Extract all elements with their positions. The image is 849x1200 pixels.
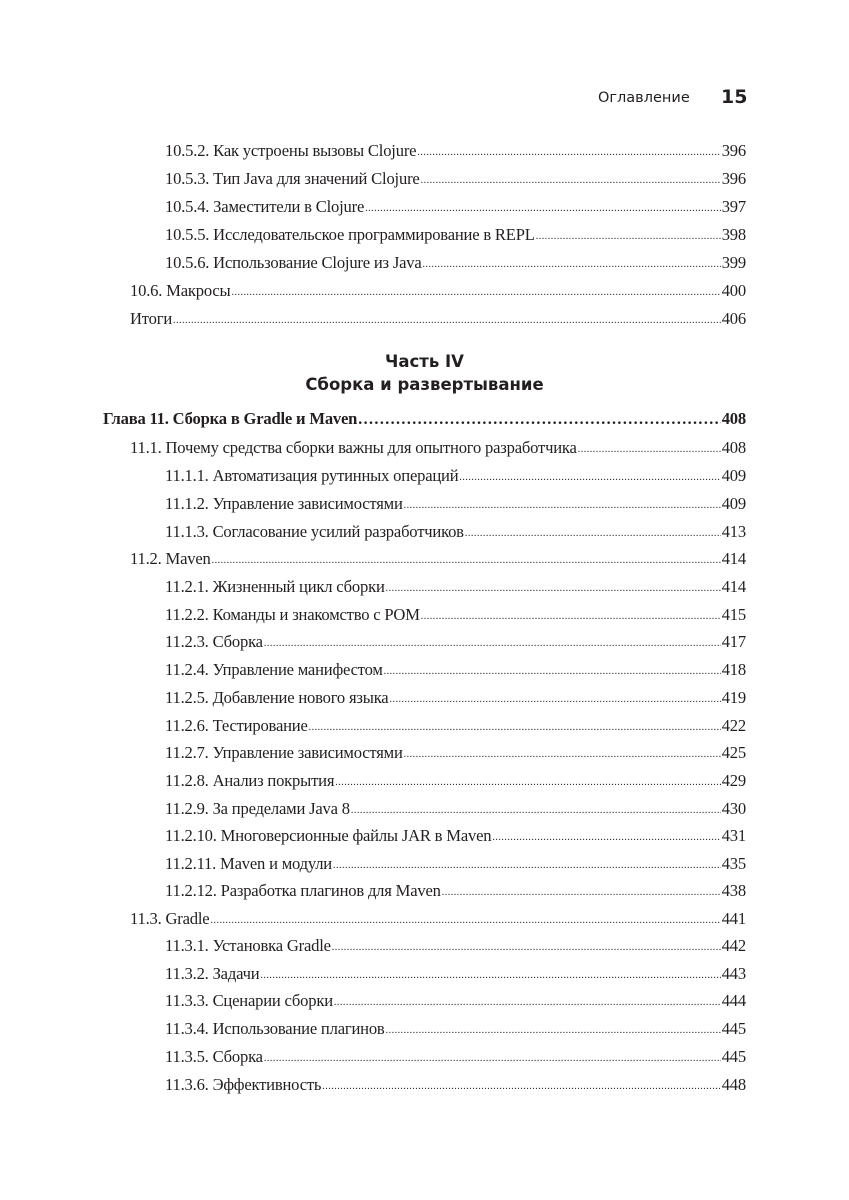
toc-entry[interactable] [165, 1019, 746, 1043]
toc-entry-page: 438 [721, 881, 746, 900]
part-title: Сборка и развертывание [305, 375, 544, 394]
toc-entry[interactable] [165, 1075, 746, 1099]
toc-entry-title: 11.2.2. Команды и знакомство с POM [165, 605, 420, 624]
toc-entry[interactable] [165, 881, 746, 905]
toc-entry[interactable] [165, 964, 746, 988]
toc-entry-title: 11.1.1. Автоматизация рутинных операций [165, 466, 459, 485]
toc-entry-title: 11.2.3. Сборка [165, 632, 263, 651]
toc-entry-page: 422 [721, 716, 746, 735]
toc-entry-page: 396 [721, 141, 746, 160]
toc-entry-page: 430 [721, 799, 746, 818]
toc-entry-title: 10.5.4. Заместители в Clojure [165, 197, 365, 216]
toc-entry[interactable] [165, 466, 746, 490]
dot-leader [335, 777, 720, 788]
toc-entry-page: 445 [721, 1019, 746, 1038]
toc-entry-page: 419 [721, 688, 746, 707]
toc-entry[interactable] [165, 522, 746, 546]
toc-entry[interactable] [165, 771, 746, 795]
toc-entry-title: 11.3. Gradle [130, 909, 210, 928]
toc-entry[interactable] [165, 1047, 746, 1071]
toc-entry-page: 408 [721, 438, 746, 457]
toc-entry-title: 11.2.6. Тестирование [165, 716, 308, 735]
dot-leader [404, 749, 721, 760]
toc-entry-title: 10.5.5. Исследовательское программирование в REPL [165, 225, 535, 244]
dot-leader [492, 832, 720, 843]
toc-entry-title: 11.2.4. Управление манифестом [165, 660, 383, 679]
toc-entry-page: 442 [721, 936, 746, 955]
dot-leader [389, 694, 720, 705]
dot-leader [309, 722, 721, 733]
dot-leader [578, 444, 721, 455]
toc-entry[interactable] [165, 688, 746, 712]
dot-leader [332, 942, 721, 953]
dot-leader [322, 1081, 720, 1092]
toc-entry[interactable] [165, 632, 746, 656]
toc-entry[interactable] [130, 309, 746, 333]
dot-leader [536, 231, 721, 242]
toc-entry[interactable] [130, 438, 746, 462]
dot-leader [421, 175, 721, 186]
dot-leader [351, 805, 721, 816]
dot-leader [459, 472, 720, 483]
dot-leader [333, 860, 721, 871]
toc-entry-page: 429 [721, 771, 746, 790]
toc-entry[interactable] [165, 743, 746, 767]
toc-entry-title: 11.2.11. Maven и модули [165, 854, 332, 873]
toc-entry[interactable] [165, 577, 746, 601]
toc-entry-page: 413 [721, 522, 746, 541]
dot-leader [212, 555, 721, 566]
dot-leader [210, 915, 720, 926]
toc-entry-title: 11.3.5. Сборка [165, 1047, 263, 1066]
page-number: 15 [721, 86, 748, 108]
toc-entry-page: 448 [721, 1075, 746, 1094]
toc-entry-title: Итоги [130, 309, 172, 328]
dot-leader [365, 203, 721, 214]
toc-entry-title: 10.5.2. Как устроены вызовы Clojure [165, 141, 417, 160]
toc-entry-page: 418 [721, 660, 746, 679]
toc-entry-title: 11.3.4. Использование плагинов [165, 1019, 385, 1038]
toc-entry-title: 11.1.2. Управление зависимостями [165, 494, 403, 513]
toc-entry-page: 443 [721, 964, 746, 983]
toc-entry-page: 409 [721, 466, 746, 485]
toc-entry[interactable] [165, 169, 746, 193]
toc-entry-page: 409 [721, 494, 746, 513]
dot-leader [386, 1025, 721, 1036]
dot-leader [384, 666, 721, 677]
toc-entry[interactable] [130, 281, 746, 305]
running-header [0, 86, 849, 114]
toc-entry-title: 10.6. Макросы [130, 281, 231, 300]
toc-entry-title: 11.2.9. За пределами Java 8 [165, 799, 350, 818]
toc-entry[interactable] [165, 197, 746, 221]
dot-leader [264, 1053, 721, 1064]
dot-leader [334, 997, 721, 1008]
toc-entry-title: 11.1.3. Согласование усилий разработчиков [165, 522, 464, 541]
dot-leader [264, 638, 721, 649]
toc-entry-page: 431 [721, 826, 746, 845]
toc-entry-page: 441 [721, 909, 746, 928]
toc-entry[interactable] [165, 253, 746, 277]
dot-leader [173, 315, 721, 326]
toc-entry[interactable] [165, 494, 746, 518]
dot-leader [421, 611, 721, 622]
toc-entry-page: 398 [721, 225, 746, 244]
toc-entry[interactable] [165, 225, 746, 249]
toc-entry-title: 11.2. Maven [130, 549, 211, 568]
toc-entry[interactable] [165, 716, 746, 740]
toc-entry-title: 11.2.12. Разработка плагинов для Maven [165, 881, 441, 900]
toc-entry[interactable] [165, 799, 746, 823]
toc-entry-page: 396 [721, 169, 746, 188]
toc-entry-page: 399 [721, 253, 746, 272]
toc-entry-title: 11.2.10. Многоверсионные файлы JAR в Maven [165, 826, 492, 845]
toc-entry[interactable] [165, 991, 746, 1015]
dot-leader [358, 411, 720, 429]
toc-entry-page: 444 [721, 991, 746, 1010]
toc-entry[interactable] [130, 909, 746, 933]
toc-entry-page: 414 [721, 577, 746, 596]
toc-entry-title: 11.2.5. Добавление нового языка [165, 688, 389, 707]
toc-chapter-entry[interactable] [103, 409, 746, 433]
toc-entry[interactable] [130, 549, 746, 573]
toc-entry-page: 445 [721, 1047, 746, 1066]
toc-entry-title: 11.2.8. Анализ покрытия [165, 771, 335, 790]
running-header-title: Оглавление [598, 90, 690, 106]
dot-leader [465, 528, 721, 539]
toc-entry-page: 414 [721, 549, 746, 568]
toc-entry-title: 11.3.3. Сценарии сборки [165, 991, 333, 1010]
toc-entry-page: 425 [721, 743, 746, 762]
dot-leader [260, 970, 720, 981]
toc-entry[interactable] [165, 660, 746, 684]
toc-chapter-title: Глава 11. Сборка в Gradle и Maven [103, 409, 358, 428]
dot-leader [404, 500, 721, 511]
toc-entry[interactable] [165, 141, 746, 165]
dot-leader [423, 259, 721, 270]
toc-entry-page: 415 [721, 605, 746, 624]
toc-entry-page: 435 [721, 854, 746, 873]
toc-entry-page: 397 [721, 197, 746, 216]
toc-entry-title: 11.2.7. Управление зависимостями [165, 743, 403, 762]
dot-leader [231, 287, 720, 298]
part-number: Часть IV [385, 352, 464, 371]
toc-entry-page: 417 [721, 632, 746, 651]
toc-entry-page: 406 [721, 309, 746, 328]
toc-entry[interactable] [165, 936, 746, 960]
dot-leader [417, 147, 720, 158]
toc-entry-title: 11.1. Почему средства сборки важны для опытного разработчика [130, 438, 577, 457]
toc-entry-page: 400 [721, 281, 746, 300]
toc-entry-title: 10.5.6. Использование Clojure из Java [165, 253, 422, 272]
toc-chapter-page: 408 [721, 409, 746, 428]
toc-entry-title: 11.3.6. Эффективность [165, 1075, 322, 1094]
toc-entry-title: 11.2.1. Жизненный цикл сборки [165, 577, 385, 596]
dot-leader [442, 887, 721, 898]
dot-leader [386, 583, 721, 594]
toc-entry-title: 11.3.2. Задачи [165, 964, 260, 983]
toc-entry[interactable] [165, 826, 746, 850]
toc-entry[interactable] [165, 605, 746, 629]
toc-entry-title: 10.5.3. Тип Java для значений Clojure [165, 169, 420, 188]
toc-entry[interactable] [165, 854, 746, 878]
toc-entry-title: 11.3.1. Установка Gradle [165, 936, 331, 955]
